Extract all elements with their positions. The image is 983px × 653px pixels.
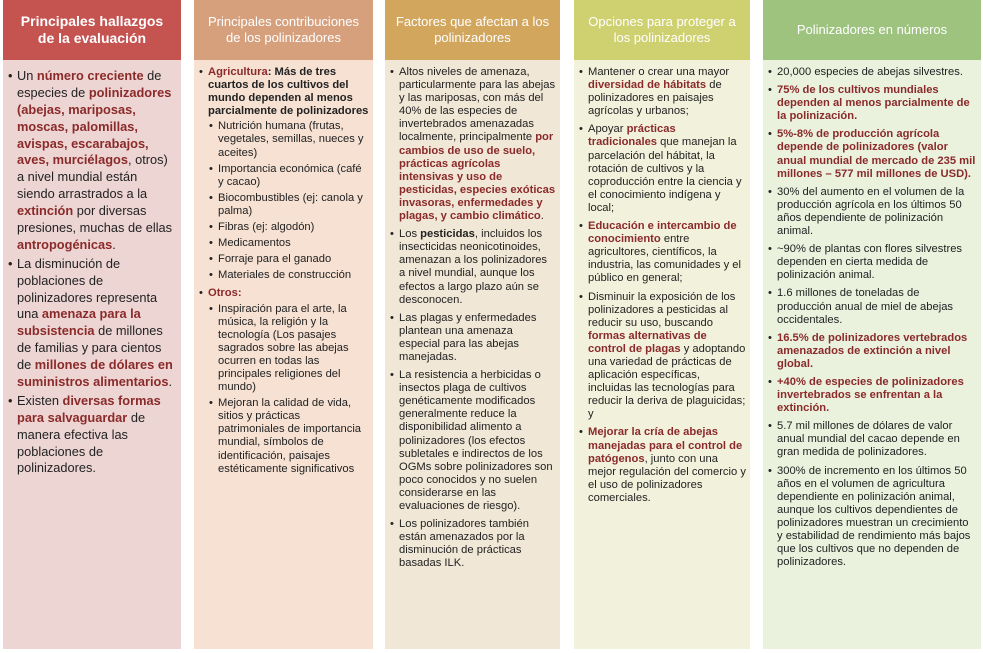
list-item: • 1.6 millones de toneladas de producción anual de miel de abejas occidentales. xyxy=(767,287,977,326)
column-body-contribuciones xyxy=(194,60,373,649)
column-header-contribuciones: Principales contribuciones de los polinizadores xyxy=(194,0,373,60)
sub-list-item: • Materiales de construcción xyxy=(208,269,369,282)
column-factores xyxy=(385,0,560,649)
sub-list-item: • Medicamentos xyxy=(208,237,369,250)
sub-list-item: • Mejoran la calidad de vida, sitios y prácticas patrimoniales de importancia mundial, símbolos de identificación, paisajes estéticamente significativos xyxy=(208,397,369,476)
list-item: • Educación e intercambio de conocimiento entre agricultores, científicos, la industria, las comunidades y el público en general; xyxy=(578,220,746,285)
list-item: • La resistencia a herbicidas o insectos plaga de cultivos genéticamente modificados generalmente reduce la disponibilidad alimento a polinizadores (los efectos subletales e indirectos de los OGMs sobre polinizadores son poco conocidos y no suelen considerarse en las evaluaciones de riesgo). xyxy=(389,369,556,513)
list-item: • Mantener o crear una mayor diversidad de hábitats de polinizadores en paisajes agrícolas y urbanos; xyxy=(578,66,746,118)
column-body-hallazgos xyxy=(3,60,181,649)
list-item: • 5.7 mil millones de dólares de valor anual mundial del cacao depende en gran medida de polinizadores. xyxy=(767,420,977,459)
list-item: • 5%-8% de producción agrícola depende de polinizadores (valor anual mundial de mercado de 235 mil millones – 577 mil millones de USD). xyxy=(767,128,977,180)
column-header-hallazgos: Principales hallazgos de la evaluación xyxy=(3,0,181,60)
sub-list-item: • Fibras (ej: algodón) xyxy=(208,221,369,234)
list-item: • ~90% de plantas con flores silvestres dependen en cierta medida de polinización animal. xyxy=(767,243,977,282)
list-item: • 16.5% de polinizadores vertebrados amenazados de extinción a nivel global. xyxy=(767,332,977,371)
list-item: • Los pesticidas, incluidos los insecticidas neonicotinoides, amenazan a los polinizadores a nivel mundial, aunque los efectos a largo plazo aún se desconocen. xyxy=(389,228,556,307)
column-contribuciones xyxy=(194,0,373,649)
list-item: • Existen diversas formas para salvaguardar de manera efectiva las poblaciones de polinizadores. xyxy=(7,393,177,477)
column-header-numeros: Polinizadores en números xyxy=(763,0,981,60)
sub-list-item: • Forraje para el ganado xyxy=(208,253,369,266)
column-header-opciones: Opciones para proteger a los polinizadores xyxy=(574,0,750,60)
sub-list-item: • Biocombustibles (ej: canola y palma) xyxy=(208,192,369,218)
list-item: • Mejorar la cría de abejas manejadas para el control de patógenos, junto con una mejor regulación del comercio y el uso de polinizadores comerciales. xyxy=(578,426,746,505)
list-item: • Un número creciente de especies de polinizadores (abejas, mariposas, moscas, palomillas, avispas, escarabajos, aves, murciélagos, otros) a nivel mundial están siendo arrastrados a la extinción por diversas presiones, muchas de ellas antropogénicas. xyxy=(7,68,177,254)
column-body-numeros xyxy=(763,60,981,649)
list-item: • La disminución de poblaciones de polinizadores representa una amenaza para la subsistencia de millones de familias y para cientos de millones de dólares en suministros alimentarios. xyxy=(7,256,177,391)
list-item: • Altos niveles de amenaza, particularmente para las abejas y las mariposas, con más del 40% de las especies de invertebrados amenazadas localmente, principalmente por cambios de uso de suelo, prácticas agrícolas intensivas y uso de pesticidas, especies exóticas invasoras, enfermedades y plagas, y cambio climático. xyxy=(389,66,556,223)
list-item: • Apoyar prácticas tradicionales que manejan la parcelación del hábitat, la rotación de cultivos y la coproducción entre la ciencia y el conocimiento indígena y local; xyxy=(578,123,746,215)
list-item: • 300% de incremento en los últimos 50 años en el volumen de agricultura dependiente en polinización animal, aunque los cultivos dependientes de polinizadores muestran un crecimiento y estabilidad de rendimiento más bajos que los cultivos que no dependen de polinizadores. xyxy=(767,465,977,570)
list-item: • +40% de especies de polinizadores invertebrados se enfrentan a la extinción. xyxy=(767,376,977,415)
list-item: • 20,000 especies de abejas silvestres. xyxy=(767,66,977,79)
list-item: • Los polinizadores también están amenazados por la disminución de prácticas basadas ILK. xyxy=(389,518,556,570)
sub-list-item: • Importancia económica (café y cacao) xyxy=(208,163,369,189)
sub-list-item: • Nutrición humana (frutas, vegetales, semillas, nueces y aceites) xyxy=(208,120,369,159)
list-item: • 75% de los cultivos mundiales dependen al menos parcialmente de la polinización. xyxy=(767,84,977,123)
column-opciones xyxy=(574,0,750,649)
column-header-factores: Factores que afectan a los polinizadores xyxy=(385,0,560,60)
list-item: • Otros: • Inspiración para el arte, la música, la religión y la tecnología (Los pasajes sagrados sobre las abejas ocurren en todas las principales religiones del mundo) • Mejoran la calidad de vida, sitios y prácticas patrimoniales de importancia mundial, símbolos de identificación, paisajes estéticamente significativos xyxy=(198,287,369,475)
sub-list-item: • Inspiración para el arte, la música, la religión y la tecnología (Los pasajes sagrados sobre las abejas ocurren en todas las principales religiones del mundo) xyxy=(208,303,369,395)
list-item: • Agricultura: Más de tres cuartos de los cultivos del mundo dependen al menos parcialmente de polinizadores • Nutrición humana (frutas, vegetales, semillas, nueces y aceites) • Importancia económica (café y cacao) • Biocombustibles (ej: canola y palma) • Fibras (ej: algodón) • Medicamentos • Forraje para el ganado • Materiales de construcción xyxy=(198,66,369,282)
column-body-opciones xyxy=(574,60,750,649)
column-hallazgos xyxy=(3,0,181,649)
list-item: • Las plagas y enfermedades plantean una amenaza especial para las abejas manejadas. xyxy=(389,312,556,364)
column-body-factores xyxy=(385,60,560,649)
list-item: • 30% del aumento en el volumen de la producción agrícola en los últimos 50 años dependiente de polinización animal. xyxy=(767,186,977,238)
list-item: • Disminuir la exposición de los polinizadores a pesticidas al reducir su uso, buscando formas alternativas de control de plagas y adoptando una variedad de prácticas de aplicación específicas, incluidas las tecnologías para reducir la deriva de plaguicidas; y xyxy=(578,291,746,422)
column-numeros xyxy=(763,0,981,649)
